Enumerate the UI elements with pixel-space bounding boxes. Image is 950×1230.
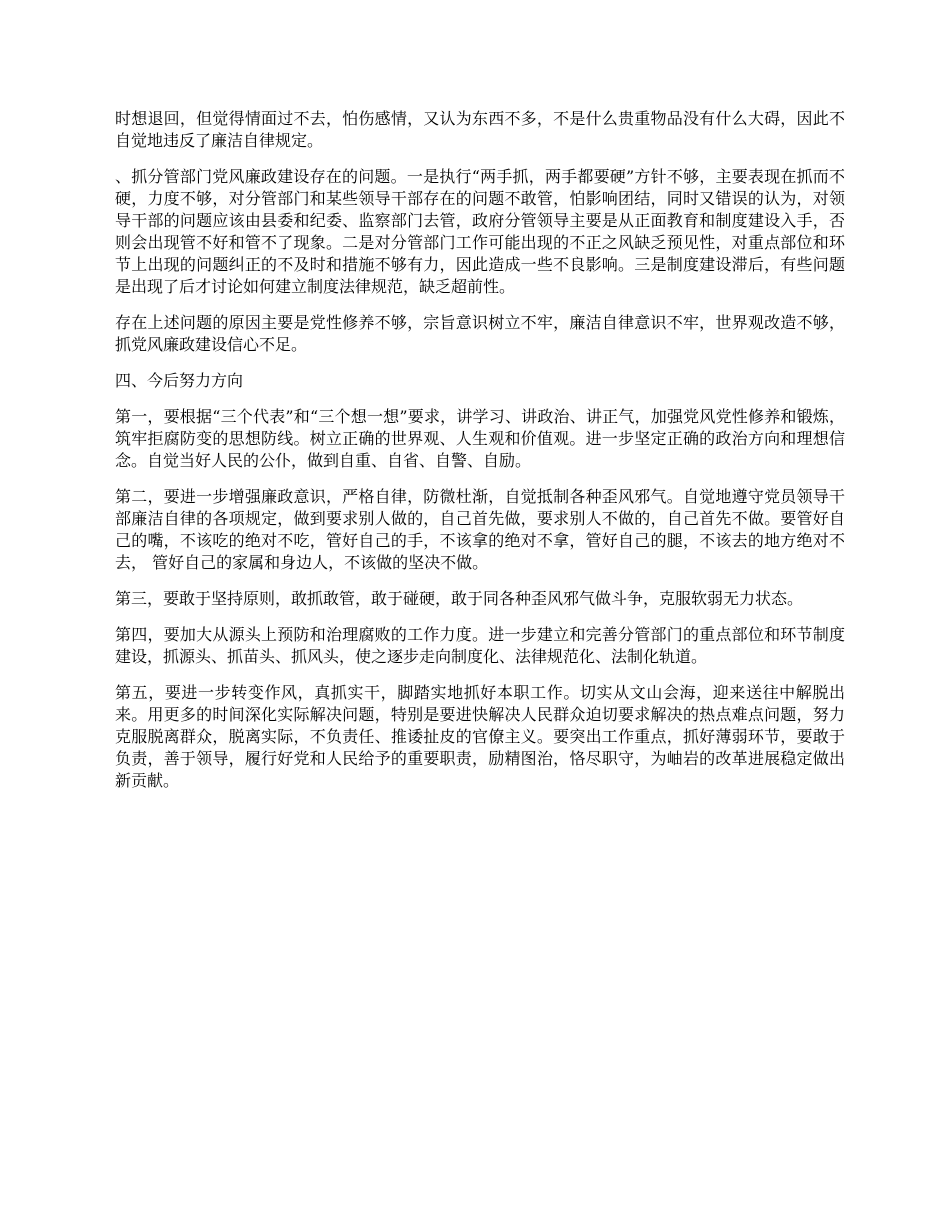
paragraph-fifth: 第五，要进一步转变作风，真抓实干，脚踏实地抓好本职工作。切实从文山会海，迎来送往中解脱出来。用更多的时间深化实际解决问题，特别是要进快解决人民群众迫切要求解决的热点难点问题，努力克服脱离群众，脱离实际，不负责任、推诿扯皮的官僚主义。要突出工作重点，抓好薄弱环节，要敢于负责，善于领导，履行好党和人民给予的重要职责，励精图治，恪尽职守，为岫岩的改革进展稳定做出新贡献。 [115, 683, 845, 790]
section-heading-future-direction: 四、今后努力方向 [115, 371, 244, 390]
document-body [115, 108, 845, 806]
paragraph-fourth: 第四，要加大从源头上预防和治理腐败的工作力度。进一步建立和完善分管部门的重点部位和环节制度建设，抓源头、抓苗头、抓风头，使之逐步走向制度化、法律规范化、法制化轨道。 [115, 625, 845, 666]
paragraph-second: 第二，要进一步增强廉政意识，严格自律，防微杜渐，自觉抵制各种歪风邪气。自觉地遵守党员领导干部廉洁自律的各项规定，做到要求别人做的，自己首先做，要求别人不做的，自己首先不做。要管好自己的嘴，不该吃的绝对不吃，管好自己的手，不该拿的绝对不拿，管好自己的腿，不该去的地方绝对不去， 管好自己的家属和身边人，不该做的坚决不做。 [115, 487, 845, 572]
paragraph-third: 第三，要敢于坚持原则，敢抓敢管，敢于碰硬，敢于同各种歪风邪气做斗争，克服软弱无力状态。 [115, 589, 804, 608]
paragraph-continuation: 时想退回，但觉得情面过不去，怕伤感情，又认为东西不多，不是什么贵重物品没有什么大碍，因此不自觉地违反了廉洁自律规定。 [115, 109, 845, 150]
paragraph-causes: 存在上述问题的原因主要是党性修养不够，宗旨意识树立不牢，廉洁自律意识不牢，世界观改造不够，抓党风廉政建设信心不足。 [115, 313, 845, 354]
paragraph-problems-supervision: 、抓分管部门党风廉政建设存在的问题。一是执行“两手抓，两手都要硬”方针不够，主要表现在抓而不硬，力度不够，对分管部门和某些领导干部存在的问题不敢管，怕影响团结，同时又错误的认为，对领导干部的问题应该由县委和纪委、监察部门去管，政府分管领导主要是从正面教育和制度建设入手，否则会出现管不好和管不了现象。二是对分管部门工作可能出现的不正之风缺乏预见性，对重点部位和环节上出现的问题纠正的不及时和措施不够有力，因此造成一些不良影响。三是制度建设滞后，有些问题是出现了后才讨论如何建立制度法律规范，缺乏超前性。 [115, 167, 845, 296]
paragraph-first: 第一，要根据“三个代表”和“三个想一想”要求，讲学习、讲政治、讲正气，加强党风党性修养和锻炼，筑牢拒腐防变的思想防线。树立正确的世界观、人生观和价值观。进一步坚定正确的政治方向和理想信念。自觉当好人民的公仆，做到自重、自省、自警、自励。 [115, 407, 845, 470]
